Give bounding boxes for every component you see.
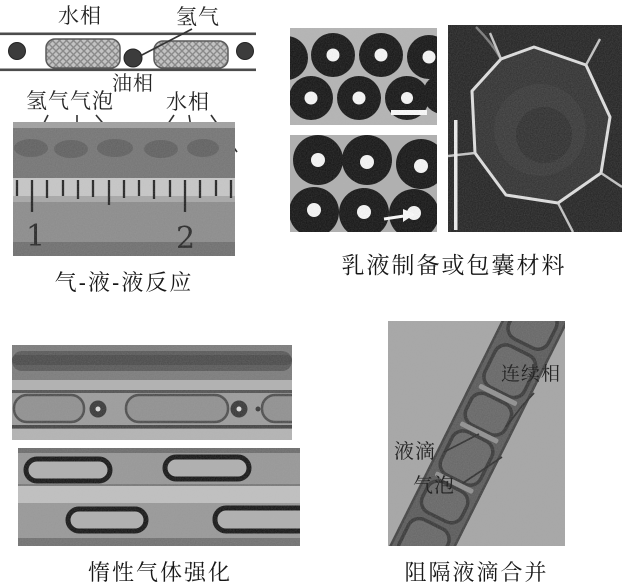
annotation-label-droplet: 液滴 [394, 441, 436, 463]
annotation-label-water-phase-bottom: 水相 [166, 91, 210, 114]
capsule-bubbles-image [18, 448, 300, 546]
slug-flow-image [12, 345, 292, 440]
channel-bottom-wall [0, 69, 256, 72]
annotation-label-continuous-phase: 连续相 [501, 364, 562, 385]
hydrogen-bubble-circle [124, 49, 142, 67]
panel-caption-inert-gas: 惰性气体强化 [87, 560, 232, 585]
annotation-label-hydrogen-bubbles: 氢气气泡 [26, 90, 114, 113]
schematic-channel-image [0, 30, 258, 76]
droplet-array-image-2 [290, 135, 437, 232]
annotation-label-bubble: 气泡 [413, 475, 455, 497]
annotation-label-water-phase-top: 水相 [58, 5, 102, 28]
diagonal-channel-image [388, 321, 565, 546]
gas-bubble-circle [9, 43, 26, 60]
ruler-micrograph-image [13, 122, 235, 256]
panel-caption-anti-coalescence: 阻隔液滴合并 [404, 560, 549, 585]
annotation-label-hydrogen: 氢气 [176, 6, 220, 29]
panel-caption-emulsion: 乳液制备或包囊材料 [341, 252, 567, 278]
panel-caption-gas-liquid-liquid: 气-液-液反应 [54, 270, 194, 295]
channel-top-wall [0, 33, 256, 36]
water-slug [46, 39, 120, 68]
annotation-label-oil-phase: 油相 [112, 73, 154, 95]
water-slug [154, 41, 228, 68]
droplet-array-image-1 [290, 28, 437, 125]
gas-bubble-circle [237, 43, 254, 60]
encapsulation-image [448, 25, 622, 232]
